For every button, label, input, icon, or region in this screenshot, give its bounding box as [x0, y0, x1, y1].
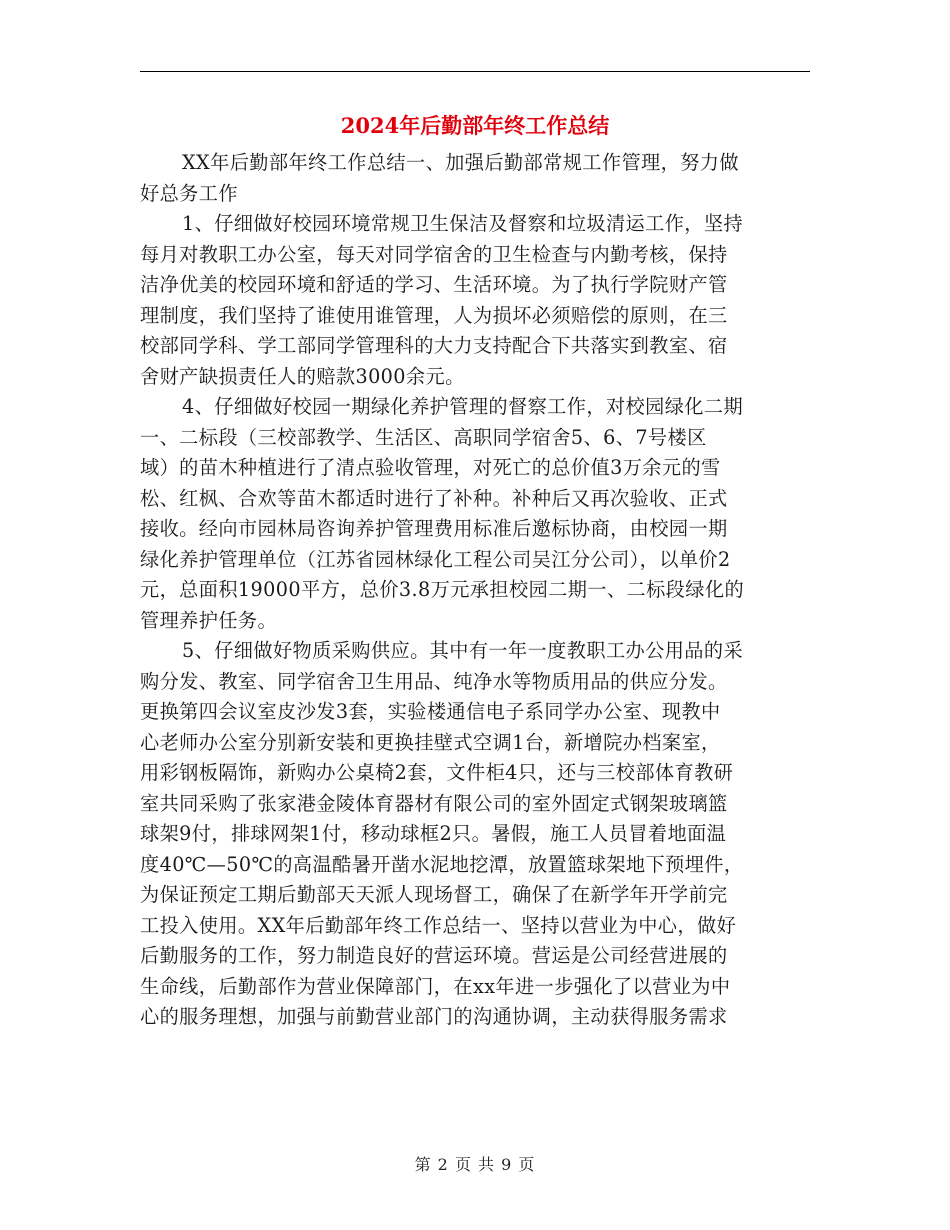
text-line: 球架9付，排球网架1付，移动球框2只。暑假，施工人员冒着地面温	[140, 822, 727, 845]
header-rule	[140, 71, 810, 72]
text-line: 一、二标段（三校部教学、生活区、高职同学宿舍5、6、7号楼区	[140, 425, 707, 449]
text-line: 更换第四会议室皮沙发3套，实验楼通信电子系同学办公室、现教中	[140, 700, 721, 723]
text-line: 理制度，我们坚持了谁使用谁管理，人为损坏必须赔偿的原则，在三	[140, 303, 728, 327]
text-line: 购分发、教室、同学宿舍卫生用品、纯净水等物质用品的供应分发。	[140, 669, 728, 693]
text-line: XX年后勤部年终工作总结一、加强后勤部常规工作管理，努力做	[182, 151, 739, 174]
text-line: 好总务工作	[140, 181, 238, 205]
document-title: 2024年后勤部年终工作总结	[340, 113, 610, 138]
text-line: 每月对教职工办公室，每天对同学宿舍的卫生检查与内勤考核，保持	[140, 242, 728, 266]
text-line: 松、红枫、合欢等苗木都适时进行了补种。补种后又再次验收、正式	[140, 486, 728, 510]
text-line: 4、仔细做好校园一期绿化养护管理的督察工作，对校园绿化二期	[182, 395, 744, 418]
text-line: 为保证预定工期后勤部天天派人现场督工，确保了在新学年开学前完	[140, 883, 728, 906]
text-line: 后勤服务的工作，努力制造良好的营运环境。营运是公司经营进展的	[140, 944, 728, 967]
document-body	[140, 148, 810, 1033]
text-line: 5、仔细做好物质采购供应。其中有一年一度教职工办公用品的采	[182, 639, 744, 662]
text-line: 校部同学科、学工部同学管理科的大力支持配合下共落实到教室、宿	[140, 334, 728, 357]
text-line: 绿化养护管理单位（江苏省园林绿化工程公司吴江分公司），以单价2	[140, 547, 731, 571]
text-line: 域）的苗木种植进行了清点验收管理，对死亡的总价值3万余元的雪	[140, 456, 721, 479]
text-line: 生命线，后勤部作为营业保障部门，在xx年进一步强化了以营业为中	[140, 974, 731, 998]
text-line: 舍财产缺损责任人的赔款3000余元。	[140, 364, 465, 388]
text-line: 管理养护任务。	[140, 608, 278, 632]
text-line: 心老师办公室分别新安装和更换挂壁式空调1台，新增院办档案室，	[140, 730, 721, 754]
text-line: 洁净优美的校园环境和舒适的学习、生活环境。为了执行学院财产管	[140, 273, 728, 296]
text-line: 工投入使用。XX年后勤部年终工作总结一、坚持以营业为中心，做好	[140, 913, 737, 937]
text-line: 1、仔细做好校园环境常规卫生保洁及督察和垃圾清运工作，坚持	[182, 212, 744, 235]
text-line: 用彩钢板隔饰，新购办公桌椅2套，文件柜4只，还与三校部体育教研	[140, 761, 734, 784]
text-line: 接收。经向市园林局咨询养护管理费用标准后邀标协商，由校园一期	[140, 517, 728, 540]
text-line: 室共同采购了张家港金陵体育器材有限公司的室外固定式钢架玻璃篮	[140, 791, 728, 815]
text-line: 心的服务理想，加强与前勤营业部门的沟通协调，主动获得服务需求	[140, 1005, 728, 1028]
text-line: 元，总面积19000平方，总价3.8万元承担校园二期一、二标段绿化的	[140, 578, 745, 601]
text-line: 度40℃—50℃的高温酷暑开凿水泥地挖潭，放置篮球架地下预埋件，	[140, 852, 744, 876]
page-footer: 第 2 页 共 9 页	[414, 1155, 536, 1174]
